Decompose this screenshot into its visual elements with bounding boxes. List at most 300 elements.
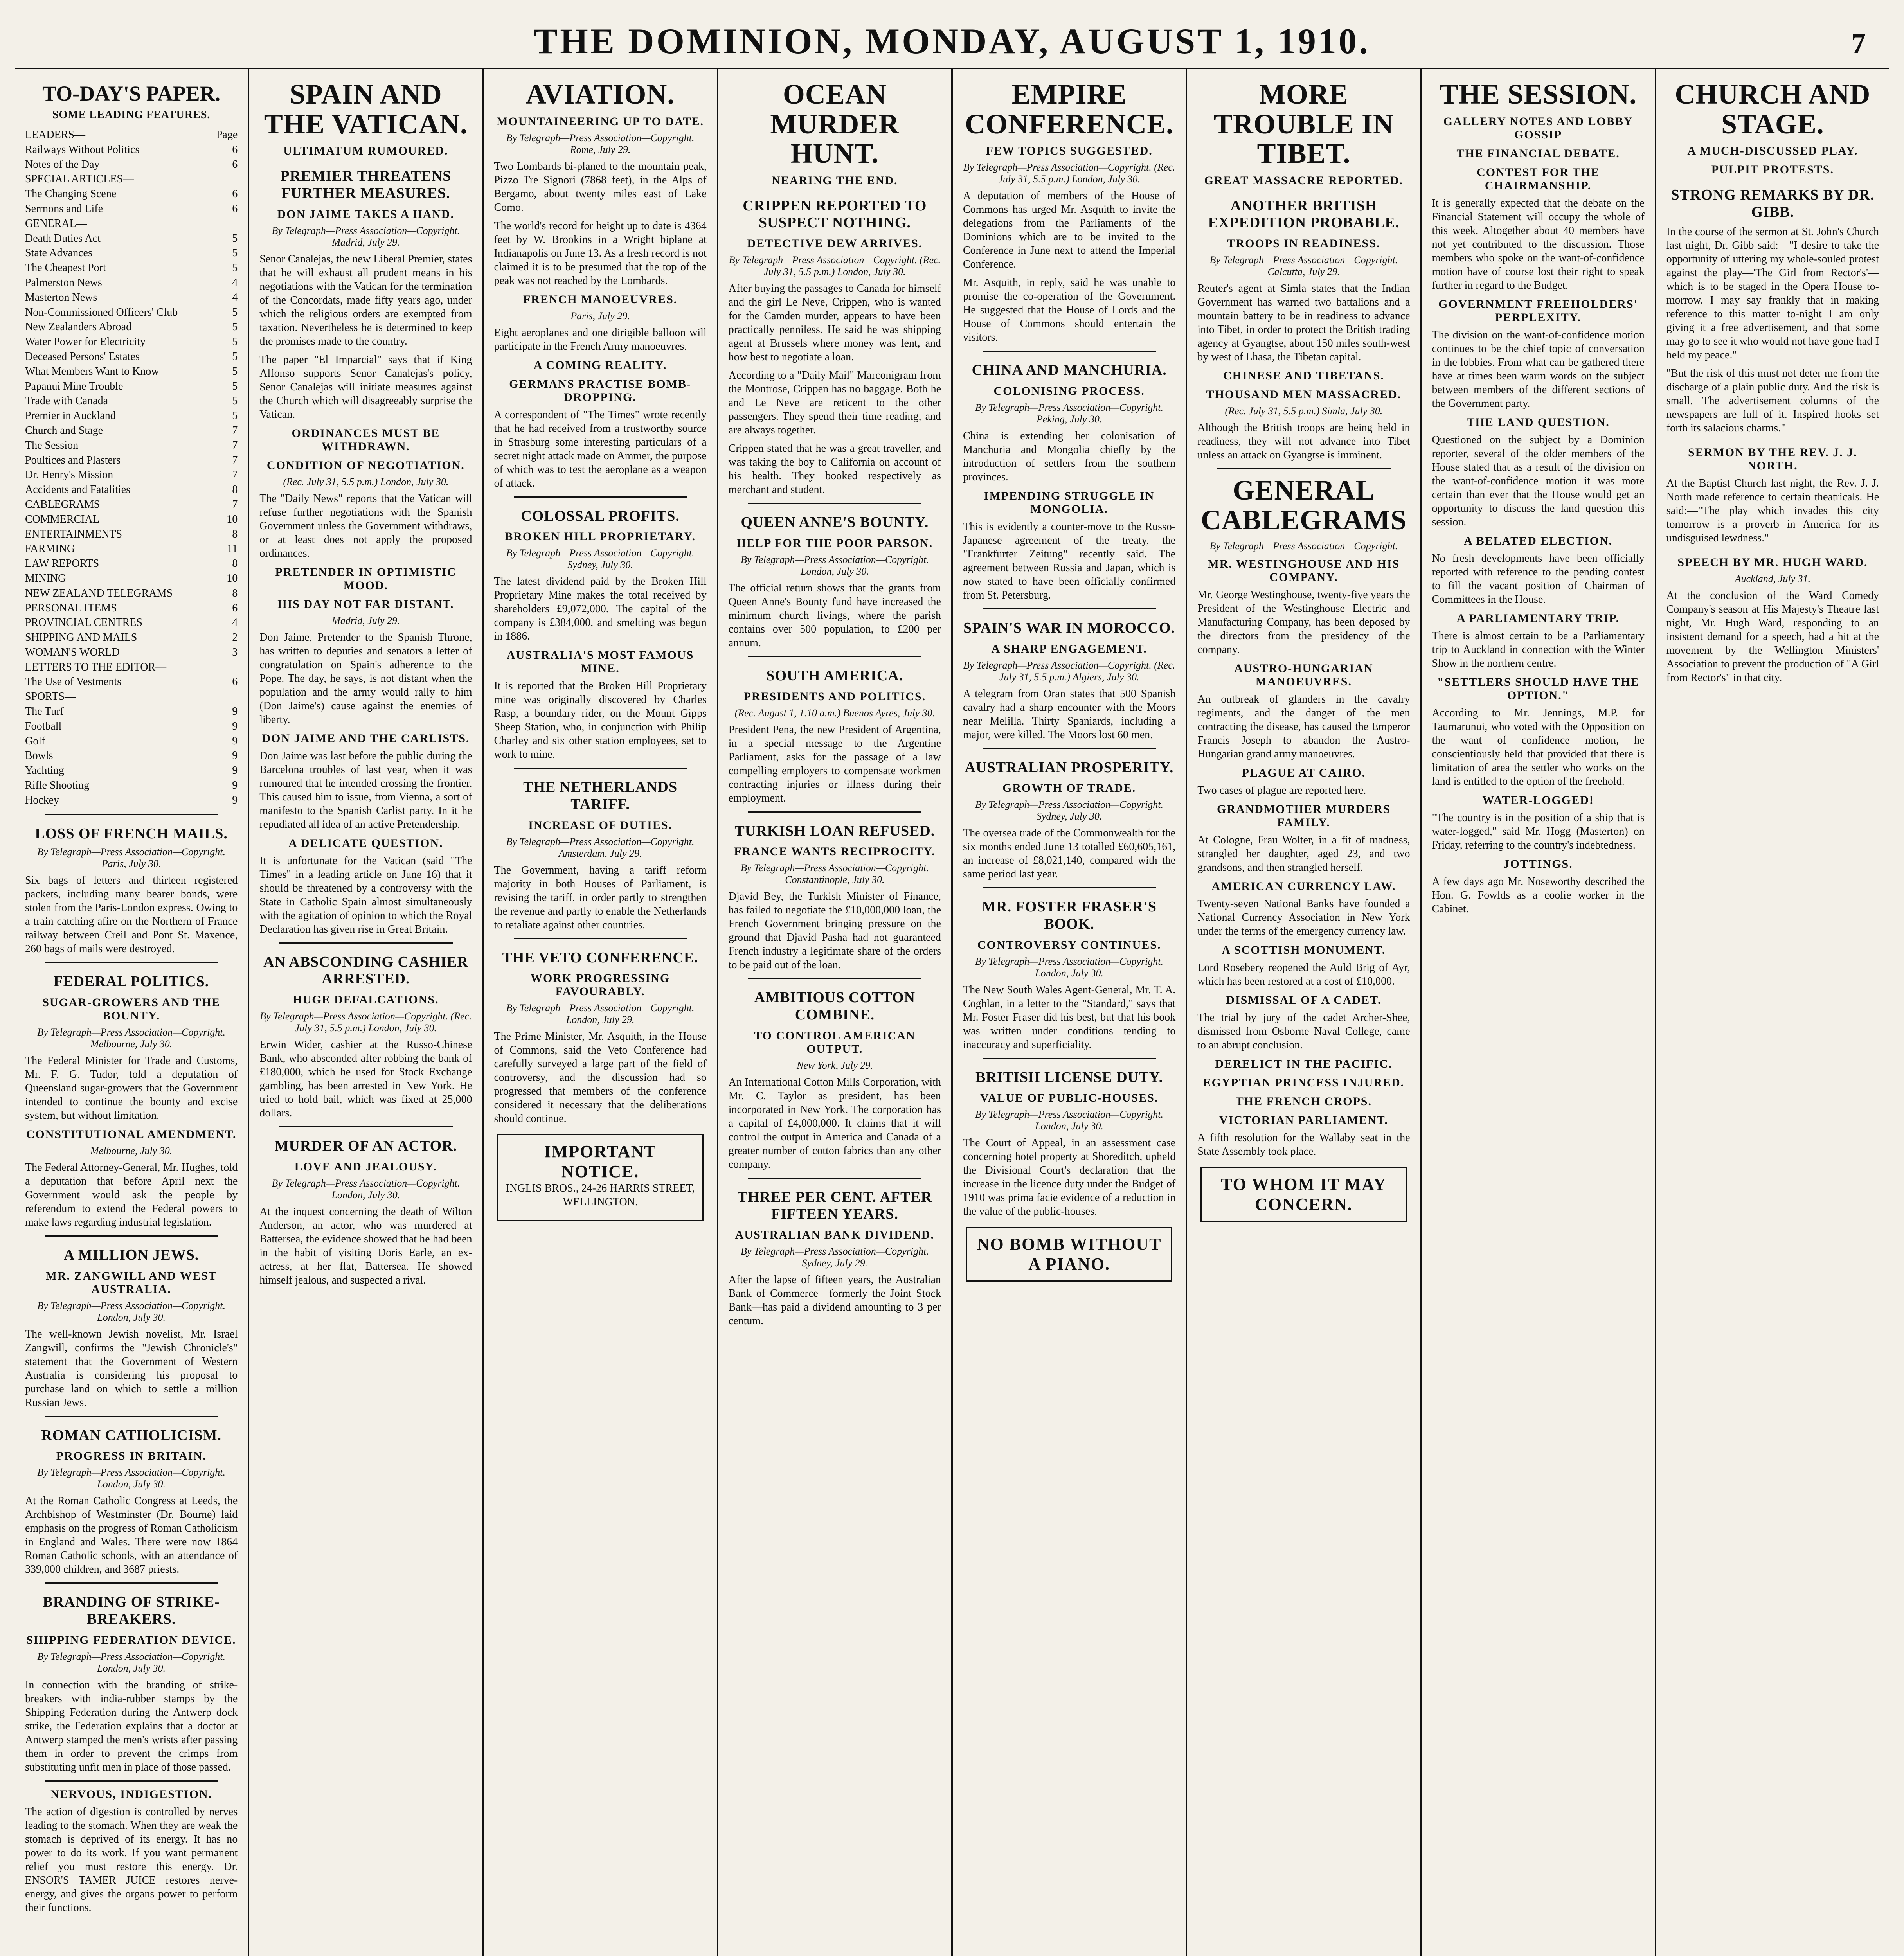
index-item-label: Masterton News: [25, 291, 97, 304]
article-text: A telegram from Oran states that 500 Spanish cavalry had a sharp encounter with the Moors near Melilla. Thirty Spaniards, including a major, were killed. The Moors lost 60 men.: [963, 687, 1176, 741]
index-item-page: 8: [232, 484, 238, 496]
index-item-page: 9: [232, 764, 238, 777]
index-item-page: [214, 172, 238, 187]
index-item-label: CABLEGRAMS: [25, 498, 100, 511]
index-item: [25, 261, 238, 275]
divider: [45, 1780, 218, 1782]
subheadline: A SHARP ENGAGEMENT.: [991, 642, 1147, 655]
index-item: [25, 748, 238, 763]
article-text: According to Mr. Jennings, M.P. for Taumarunui, who voted with the Opposition on the want of confidence motion, he conscientiously held that provided that there is limitation of area the settler who works on the land is entitled to the option of the freehold.: [1432, 707, 1645, 787]
headline-federal-politics: FEDERAL POLITICS.: [54, 973, 209, 990]
index-item: [25, 216, 238, 231]
index-item: [25, 128, 238, 142]
headline-bank-dividend: THREE PER CENT. AFTER FIFTEEN YEARS.: [737, 1188, 932, 1222]
article-text: A few days ago Mr. Noseworthy described the Hon. G. Fowlds as a coolie worker in the Cabinet.: [1432, 875, 1645, 915]
headline-spain-vatican: SPAIN AND THE VATICAN.: [264, 79, 468, 140]
dateline: Madrid, July 29.: [332, 615, 400, 626]
headline-australian-prosperity: AUSTRALIAN PROSPERITY.: [965, 759, 1174, 776]
index-item-label: NEW ZEALAND TELEGRAMS: [25, 587, 173, 599]
article-text: At Cologne, Frau Wolter, in a fit of madness, strangled her daughter, aged 23, and two grandsons, and then strangled herself.: [1197, 834, 1410, 874]
index-item-label: SPORTS—: [25, 690, 76, 703]
index-item: [25, 689, 238, 704]
article-text: At the Baptist Church last night, the Rev. J. J. North made reference to certain theatricals. He said:—"The play which invades this city tomorrow is a proverb in America for its undisguised lewdness.": [1666, 477, 1879, 544]
divider: [45, 1416, 218, 1417]
dateline: By Telegraph—Press Association—Copyright. Rome, July 29.: [506, 132, 695, 155]
subheadline: "SETTLERS SHOULD HAVE THE OPTION.": [1437, 675, 1639, 702]
subheadline: CRIPPEN REPORTED TO SUSPECT NOTHING.: [743, 197, 927, 231]
subheadline: CONTROVERSY CONTINUES.: [977, 938, 1161, 951]
divider: [748, 1178, 921, 1179]
dateline: By Telegraph—Press Association—Copyright. London, July 30.: [975, 1109, 1164, 1132]
dateline: By Telegraph—Press Association—Copyright. (Rec. July 31, 5.5 p.m.) London, July 30.: [963, 162, 1175, 185]
subheadline: GREAT MASSACRE REPORTED.: [1204, 174, 1404, 187]
subheadline: DERELICT IN THE PACIFIC.: [1215, 1057, 1393, 1071]
article-text: This is evidently a counter-move to the Russo-Japanese agreement of the treaty, the "Frankfurter Zeitung" recently said. The agreement between Russia and Japan, which is now stated to have been officially confirmed from St. Petersburg.: [963, 520, 1176, 601]
dateline: Melbourne, July 30.: [90, 1145, 173, 1157]
index-item-page: 5: [232, 410, 238, 422]
index-item-page: 8: [232, 557, 238, 570]
headline-aviation: AVIATION.: [525, 79, 675, 110]
dateline: By Telegraph—Press Association—Copyright. (Rec. July 31, 5.5 p.m.) London, July 30.: [729, 254, 941, 278]
headline-netherlands-tariff: THE NETHERLANDS TARIFF.: [523, 779, 678, 813]
index-item: [25, 763, 238, 778]
subheadline: COLONISING PROCESS.: [993, 384, 1145, 397]
index-item: [25, 734, 238, 749]
index-item: [25, 394, 238, 408]
article-text: President Pena, the new President of Argentina, in a special message to the Argentine Parliament, asks for the passage of a law compelling employers to compensate workmen contracting injuries or illness during their employment.: [728, 723, 941, 804]
divider: [279, 1126, 452, 1127]
article-text: Questioned on the subject by a Dominion reporter, several of the older members of the House stated that as a result of the division on the want-of-confidence motion it was more certain than ever that the House would get an opportunity to discuss the land question this session.: [1432, 433, 1645, 528]
index-item-page: 6: [232, 158, 238, 171]
index-item-label: The Session: [25, 439, 79, 451]
advert-heading: NO BOMB WITHOUT A PIANO.: [977, 1235, 1162, 1274]
index-item-page: 10: [227, 572, 238, 584]
index-item-page: 4: [232, 291, 238, 304]
article-text: The official return shows that the grants from Queen Anne's Bounty fund have increased the minimum church livings, where the parish contains over 500 population, to £200 per annum.: [728, 582, 941, 649]
advert-box: [497, 1134, 704, 1221]
index-item: [25, 275, 238, 290]
advert-heading: NERVOUS, INDIGESTION.: [50, 1787, 212, 1801]
index-item-label: What Members Want to Know: [25, 365, 159, 378]
index-item-page: 9: [232, 794, 238, 806]
subheadline: FRENCH MANOEUVRES.: [523, 293, 678, 306]
index-item-page: 3: [232, 646, 238, 658]
index-item: [25, 423, 238, 438]
index-item-label: Deceased Persons' Estates: [25, 350, 140, 363]
subheadline: DETECTIVE DEW ARRIVES.: [747, 237, 923, 250]
index-item-label: Palmerston News: [25, 276, 102, 289]
article-text: Mr. Asquith, in reply, said he was unable to promise the co-operation of the Government. He suggested that the House of Lords and the House of Commons should entertain the visitors.: [963, 277, 1176, 344]
article-text: In connection with the branding of strike-breakers with india-rubber stamps by the Shipping Federation during the Antwerp dock strike, the Federation explains that a doctor at Antwerp stamped the men's wrists after passing them in order to prevent the crimps from substituting unfit men in place of those passed.: [25, 1679, 238, 1773]
headline-french-mails: LOSS OF FRENCH MAILS.: [35, 825, 228, 842]
index-item-label: Hockey: [25, 794, 59, 806]
subheadline: WATER-LOGGED!: [1482, 793, 1594, 807]
index-item-page: 5: [232, 350, 238, 363]
index-item-label: The Changing Scene: [25, 188, 117, 200]
subheadline: PROGRESS IN BRITAIN.: [56, 1449, 207, 1463]
headline-veto-conference: THE VETO CONFERENCE.: [502, 949, 698, 966]
index-item-label: State Advances: [25, 247, 92, 259]
index-item-page: 5: [232, 395, 238, 407]
index-item-label: Non-Commissioned Officers' Club: [25, 306, 178, 318]
index-item: [25, 305, 238, 320]
headline-the-session: THE SESSION.: [1440, 79, 1637, 110]
index-item: [25, 172, 238, 187]
index-item: [25, 157, 238, 172]
subheadline: MR. WESTINGHOUSE AND HIS COMPANY.: [1208, 557, 1400, 584]
index-item-label: Water Power for Electricity: [25, 336, 146, 348]
dateline: Paris, July 29.: [570, 310, 630, 322]
subheadline: STRONG REMARKS BY DR. GIBB.: [1671, 187, 1875, 220]
dateline: By Telegraph—Press Association—Copyright. London, July 29.: [506, 1002, 695, 1026]
subheadline: EGYPTIAN PRINCESS INJURED.: [1203, 1076, 1405, 1089]
headline-south-america: SOUTH AMERICA.: [766, 667, 903, 684]
subheadline: DISMISSAL OF A CADET.: [1226, 994, 1382, 1007]
subheadline: TO CONTROL AMERICAN OUTPUT.: [754, 1029, 916, 1055]
advert-box: [966, 1227, 1172, 1282]
headline-strike-breakers: BRANDING OF STRIKE-BREAKERS.: [43, 1594, 220, 1628]
dateline: By Telegraph—Press Association—Copyright. Sydney, July 30.: [506, 547, 695, 571]
advert-heading: IMPORTANT NOTICE.: [544, 1142, 657, 1181]
headline-china-manchuria: CHINA AND MANCHURIA.: [972, 362, 1167, 379]
index-item: [25, 556, 238, 571]
headline-million-jews: A MILLION JEWS.: [63, 1247, 199, 1264]
index-item-page: Page: [216, 129, 238, 141]
subheadline: PRESIDENTS AND POLITICS.: [743, 690, 926, 703]
index-item: [25, 527, 238, 542]
dateline: Auckland, July 31.: [1735, 573, 1811, 584]
advert-box: [1200, 1167, 1407, 1222]
index-item: [25, 142, 238, 157]
headline-cotton-combine: AMBITIOUS COTTON COMBINE.: [754, 989, 915, 1023]
index-item-label: SHIPPING AND MAILS: [25, 631, 137, 644]
index-item: [25, 615, 238, 630]
dateline: (Rec. July 31, 5.5 p.m.) Simla, July 30.: [1225, 405, 1383, 417]
masthead-title: THE DOMINION, MONDAY, AUGUST 1, 1910.: [533, 21, 1371, 61]
index-item-page: 5: [232, 306, 238, 318]
subheadline: CONTEST FOR THE CHAIRMANSHIP.: [1477, 165, 1600, 192]
subheadline: HIS DAY NOT FAR DISTANT.: [277, 597, 454, 611]
dateline: New York, July 29.: [796, 1059, 873, 1071]
subheadline: MR. ZANGWILL AND WEST AUSTRALIA.: [45, 1269, 217, 1296]
article-text: It is reported that the Broken Hill Proprietary mine was originally discovered by Charles Rasp, a boundary rider, on the Mount Gipps Sheep Station, who, in conjunction with Philip Charley and six other station employees, set to work to mine.: [494, 680, 707, 761]
dateline: By Telegraph—Press Association—Copyright. London, July 30.: [37, 1467, 226, 1490]
article-text: Although the British troops are being held in readiness, they will not advance into Tibet unless an attack on Gyangtse is imminent.: [1197, 422, 1410, 462]
index-item-page: 5: [232, 262, 238, 274]
index-item: [25, 497, 238, 512]
divider: [45, 814, 218, 815]
index-item-label: Rifle Shooting: [25, 779, 90, 792]
dateline: By Telegraph—Press Association—Copyright. London, July 30.: [272, 1177, 460, 1201]
subheadline: NEARING THE END.: [772, 174, 898, 187]
index-item-page: 7: [232, 439, 238, 451]
index-item: [25, 334, 238, 349]
column-4: [718, 69, 953, 1956]
subheadline: ORDINANCES MUST BE WITHDRAWN.: [292, 426, 440, 453]
subheadline: THE FINANCIAL DEBATE.: [1456, 147, 1620, 160]
index-item-page: 6: [232, 188, 238, 200]
advert-heading: TO WHOM IT MAY CONCERN.: [1221, 1175, 1387, 1214]
index-item-page: 9: [232, 735, 238, 747]
columns: [15, 69, 1889, 1956]
index-item-label: Yachting: [25, 764, 64, 777]
index-item-label: Church and Stage: [25, 424, 103, 437]
divider: [983, 351, 1156, 352]
index-item-label: Bowls: [25, 750, 53, 762]
index-item-page: 6: [232, 676, 238, 688]
index-item-label: New Zealanders Abroad: [25, 321, 132, 333]
article-text: The Court of Appeal, in an assessment case concerning hotel property at Shoreditch, upheld the Divisional Court's declaration that the increase in the licence duty under the Budget of 1910 was prima facie evidence of a reduction in the value of the public-houses.: [963, 1137, 1176, 1218]
article-text: The world's record for height up to date is 4364 feet by W. Brookins in a Wright biplane at Indianapolis on June 13. As a fresh record is not claimed it is to be presumed that the top of the peak was not reached by the Lombards.: [494, 219, 707, 287]
dateline: (Rec. July 31, 5.5 p.m.) London, July 30.: [283, 476, 449, 487]
index-item: [25, 719, 238, 734]
index-item: [25, 231, 238, 246]
article-text: The New South Wales Agent-General, Mr. T. A. Coghlan, in a letter to the "Standard," says that Mr. Foster Fraser did his best, but that his book was written under conditions tending to inaccuracy and superficiality.: [963, 983, 1176, 1051]
index-item: [25, 586, 238, 601]
subheadline: A MUCH-DISCUSSED PLAY.: [1687, 144, 1858, 158]
subheadline: A BELATED ELECTION.: [1464, 534, 1613, 547]
article-text: Erwin Wider, cashier at the Russo-Chinese Bank, who absconded after robbing the bank of £180,000, which he used for Stock Exchange gambling, has been arrested in New York. He tried to hold bail, which was fixed at 25,000 dollars.: [259, 1038, 472, 1119]
subheadline: CONDITION OF NEGOTIATION.: [266, 458, 465, 472]
headline-foster-fraser: MR. FOSTER FRASER'S BOOK.: [982, 899, 1157, 932]
page-number: 7: [1851, 28, 1866, 60]
dateline: By Telegraph—Press Association—Copyright. Constantinople, July 30.: [740, 862, 929, 886]
index-item-label: Golf: [25, 735, 45, 747]
index-item-label: PROVINCIAL CENTRES: [25, 617, 142, 629]
article-text: Lord Rosebery reopened the Auld Brig of Ayr, which has been restored at a cost of £10,000.: [1197, 962, 1410, 988]
index-item-label: Papanui Mine Trouble: [25, 380, 123, 392]
index-item: [25, 482, 238, 497]
index-item: [25, 630, 238, 645]
divider: [514, 496, 687, 498]
subheadline: AUSTRALIAN BANK DIVIDEND.: [735, 1228, 934, 1241]
index-item-page: 9: [232, 750, 238, 762]
divider: [514, 938, 687, 939]
index-item-page: 8: [232, 587, 238, 599]
subheadline: GRANDMOTHER MURDERS FAMILY.: [1217, 803, 1391, 829]
article-text: Crippen stated that he was a great traveller, and was taking the boy to California on account of his health. They booked respectively as merchant and student.: [728, 442, 941, 496]
subheadline: PLAGUE AT CAIRO.: [1242, 766, 1366, 780]
divider: [514, 768, 687, 769]
subheadline: THE LAND QUESTION.: [1467, 415, 1610, 429]
index-item-page: 7: [232, 424, 238, 437]
subheadline: PRETENDER IN OPTIMISTIC MOOD.: [275, 565, 457, 592]
dateline: (Rec. August 1, 1.10 a.m.) Buenos Ayres, July 30.: [734, 707, 935, 719]
index-item-page: 2: [232, 631, 238, 644]
headline-ocean-murder-hunt: OCEAN MURDER HUNT.: [770, 79, 900, 169]
subheadline: ANOTHER BRITISH EXPEDITION PROBABLE.: [1208, 197, 1400, 231]
index-item-page: 8: [232, 528, 238, 540]
index-item: [25, 660, 238, 675]
index-item-label: Premier in Auckland: [25, 410, 116, 422]
index-item-page: 5: [232, 365, 238, 378]
subheadline: CHINESE AND TIBETANS.: [1223, 369, 1384, 383]
index-item-page: 5: [232, 380, 238, 392]
index-item-label: PERSONAL ITEMS: [25, 602, 117, 614]
index-item: [25, 645, 238, 660]
index-item-page: 9: [232, 720, 238, 732]
index-item: [25, 201, 238, 216]
index-item-label: ENTERTAINMENTS: [25, 528, 122, 540]
divider: [748, 656, 921, 657]
article-text: Eight aeroplanes and one dirigible balloon will participate in the French Army manoeuvres.: [494, 326, 707, 352]
dateline: By Telegraph—Press Association—Copyright. Amsterdam, July 29.: [506, 836, 695, 859]
dateline: By Telegraph—Press Association—Copyright. Paris, July 30.: [37, 846, 226, 870]
index-item-page: 5: [232, 232, 238, 244]
headline-spain-morocco: SPAIN'S WAR IN MOROCCO.: [963, 619, 1175, 636]
dateline: By Telegraph—Press Association—Copyright. Sydney, July 29.: [740, 1245, 929, 1269]
index-item-page: 9: [232, 779, 238, 792]
index-item-label: The Turf: [25, 705, 64, 718]
index-item: [25, 704, 238, 719]
index-item-label: GENERAL—: [25, 217, 87, 230]
subheadline: PULPIT PROTESTS.: [1711, 163, 1834, 176]
index-title: TO-DAY'S PAPER.: [42, 82, 221, 105]
article-text: The "Daily News" reports that the Vatican will refuse further negotiations with the Spanish Government unless the Government withdraws, or at least does not apply the proposed ordinances.: [259, 492, 472, 559]
subheadline: A PARLIAMENTARY TRIP.: [1456, 611, 1620, 625]
divider: [279, 942, 452, 944]
index-item-label: FARMING: [25, 543, 75, 555]
article-text: An International Cotton Mills Corporation, with Mr. C. Taylor as president, has been incorporated in New York. The corporation has a capital of £4,000,000. It claims that it will control the output in America and Canada of a greater number of cotton fabrics than any other company.: [728, 1076, 941, 1170]
subheadline: A DELICATE QUESTION.: [288, 836, 443, 850]
subheadline: THOUSAND MEN MASSACRED.: [1206, 388, 1402, 401]
index-item: [25, 246, 238, 261]
article-text: The latest dividend paid by the Broken Hill Proprietary Mine makes the total received by shareholders £9,072,000. The capital of the company is £384,000, and smelting was begun in 1886.: [494, 575, 707, 643]
article-text: At the Roman Catholic Congress at Leeds, the Archbishop of Westminster (Dr. Bourne) laid emphasis on the progress of Roman Catholicism in England and Wales. There were now 1864 Roman Catholic schools, with an attendance of 339,000 children, and 3687 priests.: [25, 1495, 238, 1576]
subheadline: MOUNTAINEERING UP TO DATE.: [497, 115, 704, 128]
dateline: By Telegraph—Press Association—Copyright. Peking, July 30.: [975, 401, 1164, 425]
subheadline: TROOPS IN READINESS.: [1227, 237, 1380, 250]
subheadline: GROWTH OF TRADE.: [1002, 782, 1136, 795]
headline-church-and-stage: CHURCH AND STAGE.: [1675, 79, 1871, 140]
index-item-label: WOMAN'S WORLD: [25, 646, 120, 658]
article-text: Don Jaime was last before the public during the Barcelona troubles of last year, when it was rumoured that he intended crossing the frontier. This caused him to issue, from Vienna, a sort of manifesto to the Spanish Carlist party. In it he repudiated all idea of an active Pretendership.: [259, 750, 472, 831]
article-text: The trial by jury of the cadet Archer-Shee, dismissed from Osborne Naval College, came to an abrupt conclusion.: [1197, 1012, 1410, 1052]
headline-empire-conference: EMPIRE CONFERENCE.: [965, 79, 1174, 140]
subheadline: GALLERY NOTES AND LOBBY GOSSIP: [1443, 115, 1633, 141]
article-text: No fresh developments have been officially reported with reference to the pending contest to fill the vacant position of Chairman of Committees in the House.: [1432, 552, 1645, 606]
index-item-page: 6: [232, 143, 238, 156]
advert-text: INGLIS BROS., 24-26 HARRIS STREET, WELLINGTON.: [506, 1182, 695, 1208]
index-item-page: 7: [232, 498, 238, 511]
index-item-page: 10: [227, 513, 238, 525]
column-3: [484, 69, 718, 1956]
divider: [983, 1058, 1156, 1059]
dateline: By Telegraph—Press Association—Copyright. Melbourne, July 30.: [37, 1027, 226, 1050]
index-item-page: 5: [232, 247, 238, 259]
dateline: By Telegraph—Press Association—Copyright. (Rec. July 31, 5.5 p.m.) Algiers, July 30.: [963, 659, 1175, 683]
subheadline: A SCOTTISH MONUMENT.: [1222, 944, 1386, 957]
masthead: [15, 16, 1889, 69]
subheadline: PREMIER THREATENS FURTHER MEASURES.: [280, 168, 452, 201]
index-item-label: Football: [25, 720, 62, 732]
subheadline: SHIPPING FEDERATION DEVICE.: [26, 1633, 236, 1647]
divider: [45, 1235, 218, 1237]
subheadline: AUSTRALIA'S MOST FAMOUS MINE.: [506, 649, 694, 675]
headline-queen-annes-bounty: QUEEN ANNE'S BOUNTY.: [741, 514, 929, 531]
index-item: [25, 793, 238, 808]
index-item-label: The Cheapest Port: [25, 262, 106, 274]
article-text: Two Lombards bi-planed to the mountain peak, Pizzo Tre Signori (7868 feet), in the Alps of Bergamo, about twenty miles east of Lake Como.: [494, 160, 707, 214]
subheadline: SPEECH BY MR. HUGH WARD.: [1677, 556, 1868, 569]
article-text: China is extending her colonisation of Manchuria and Mongolia chiefly by the introduction of settlers from the southern provinces.: [963, 430, 1176, 483]
index-item-page: 7: [232, 469, 238, 481]
article-text: Don Jaime, Pretender to the Spanish Throne, has written to deputies and senators a letter of congratulation on Spain's adherence to the Pope. The day, he says, is not distant when the population and the army would rally to him (Don Jaime's) cause against the enemies of liberty.: [259, 631, 472, 726]
index-item-page: [214, 660, 238, 675]
index-item-label: Dr. Henry's Mission: [25, 469, 113, 481]
index-item-page: 11: [227, 543, 238, 555]
subheadline: ULTIMATUM RUMOURED.: [283, 144, 448, 158]
article-text: "The country is in the position of a ship that is water-logged," said Mr. Hogg (Masterton) on Friday, referring to the country's indebtedness.: [1432, 811, 1645, 851]
index-item-label: LETTERS TO THE EDITOR—: [25, 661, 167, 673]
subheadline: LOVE AND JEALOUSY.: [294, 1160, 437, 1173]
index-item: [25, 674, 238, 689]
article-text: Six bags of letters and thirteen registered packets, including many bearer bonds, were stolen from the Paris-London express. Owing to a train catching afire on the Northern of France railway between Creil and Pont St. Maxence, 260 bags of mails were destroyed.: [25, 874, 238, 955]
divider: [748, 978, 921, 979]
subheadline: GOVERNMENT FREEHOLDERS' PERPLEXITY.: [1438, 297, 1638, 324]
article-text: The oversea trade of the Commonwealth for the six months ended June 13 totalled £60,605,161, an increase of £8,021,140, compared with the same period last year.: [963, 827, 1176, 881]
article-text: Twenty-seven National Banks have founded a National Currency Association in New York under the terms of the emergency currency law.: [1197, 898, 1410, 938]
index-item-label: COMMERCIAL: [25, 513, 99, 525]
subheadline: GERMANS PRACTISE BOMB-DROPPING.: [509, 377, 691, 404]
index-item-label: LAW REPORTS: [25, 557, 99, 570]
headline-murder-actor: MURDER OF AN ACTOR.: [274, 1137, 457, 1154]
subheadline: AMERICAN CURRENCY LAW.: [1211, 880, 1396, 893]
column-1: [15, 69, 249, 1956]
subheadline: INCREASE OF DUTIES.: [528, 818, 673, 832]
index-item-label: The Use of Vestments: [25, 676, 121, 688]
subheadline: JOTTINGS.: [1503, 857, 1573, 870]
headline-tibet: MORE TROUBLE IN TIBET.: [1213, 79, 1394, 169]
index-item: [25, 438, 238, 453]
article-text: "But the risk of this must not deter me from the discharge of a plain public duty. And the risk is small. The advertisement columns of the newspapers are full of it. Inspired hooks set forth its salacious charms.": [1666, 367, 1879, 434]
divider: [45, 1582, 218, 1584]
index-item: [25, 187, 238, 201]
article-text: Mr. George Westinghouse, twenty-five years the President of the Westinghouse Electric and Manufacturing Company, has been deposed by the directors from the presidency of the company.: [1197, 589, 1410, 656]
headline-general-cablegrams: GENERAL CABLEGRAMS: [1200, 475, 1407, 536]
index-item-page: [214, 216, 238, 231]
column-2: [249, 69, 484, 1956]
dateline: By Telegraph—Press Association—Copyright. London, July 30.: [37, 1650, 226, 1674]
index-item-page: 5: [232, 336, 238, 348]
index-item: [25, 379, 238, 394]
article-text: After buying the passages to Canada for himself and the girl Le Neve, Crippen, who is wanted for the Camden murder, appears to have been practically penniless. He said he was shipping agent at Brussels where money was lent, and how best to negotiate a loan.: [728, 282, 941, 363]
divider: [983, 748, 1156, 749]
index-item-page: [214, 689, 238, 704]
divider: [748, 503, 921, 504]
index-item: [25, 541, 238, 556]
dateline: By Telegraph—Press Association—Copyright. (Rec. July 31, 5.5 p.m.) London, July 30.: [260, 1010, 472, 1034]
article-text: A deputation of members of the House of Commons has urged Mr. Asquith to invite the delegations from the Parliaments of the Dominions which are to be invited to the Conference in June next to attend the Imperial Conference.: [963, 190, 1176, 271]
index-item: [25, 364, 238, 379]
subheadline: AUSTRO-HUNGARIAN MANOEUVRES.: [1234, 662, 1373, 689]
index-item-page: 7: [232, 454, 238, 466]
article-text: After the lapse of fifteen years, the Australian Bank of Commerce—formerly the Joint Stock Bank—has paid a dividend amounting to 3 per centum.: [728, 1273, 941, 1327]
index-item-label: Notes of the Day: [25, 158, 100, 171]
divider: [45, 962, 218, 963]
index-item: [25, 408, 238, 423]
subheadline: DON JAIME TAKES A HAND.: [277, 207, 455, 221]
dateline: By Telegraph—Press Association—Copyright.: [1209, 540, 1398, 552]
article-text: The Federal Attorney-General, Mr. Hughes, told a deputation that before April next the Government would ask the people by referendum to extend the Federal powers to make laws regarding industrial legislation.: [25, 1161, 238, 1229]
index-subtitle: SOME LEADING FEATURES.: [52, 109, 211, 121]
advert-text: The action of digestion is controlled by nerves leading to the stomach. When they are weak the stomach is deprived of its energy. It has no power to do its work. If you want permanent relief you must restore this energy. Dr. ENSOR'S TAMER JUICE restores nerve-energy, and gives the organs power to perform their functions.: [25, 1805, 238, 1914]
subheadline: A COMING REALITY.: [533, 358, 667, 372]
subheadline: SERMON BY THE REV. J. J. NORTH.: [1688, 446, 1857, 472]
index-item-label: MINING: [25, 572, 66, 584]
subheadline: HELP FOR THE POOR PARSON.: [736, 536, 933, 550]
dateline: By Telegraph—Press Association—Copyright. London, July 30.: [975, 955, 1164, 979]
